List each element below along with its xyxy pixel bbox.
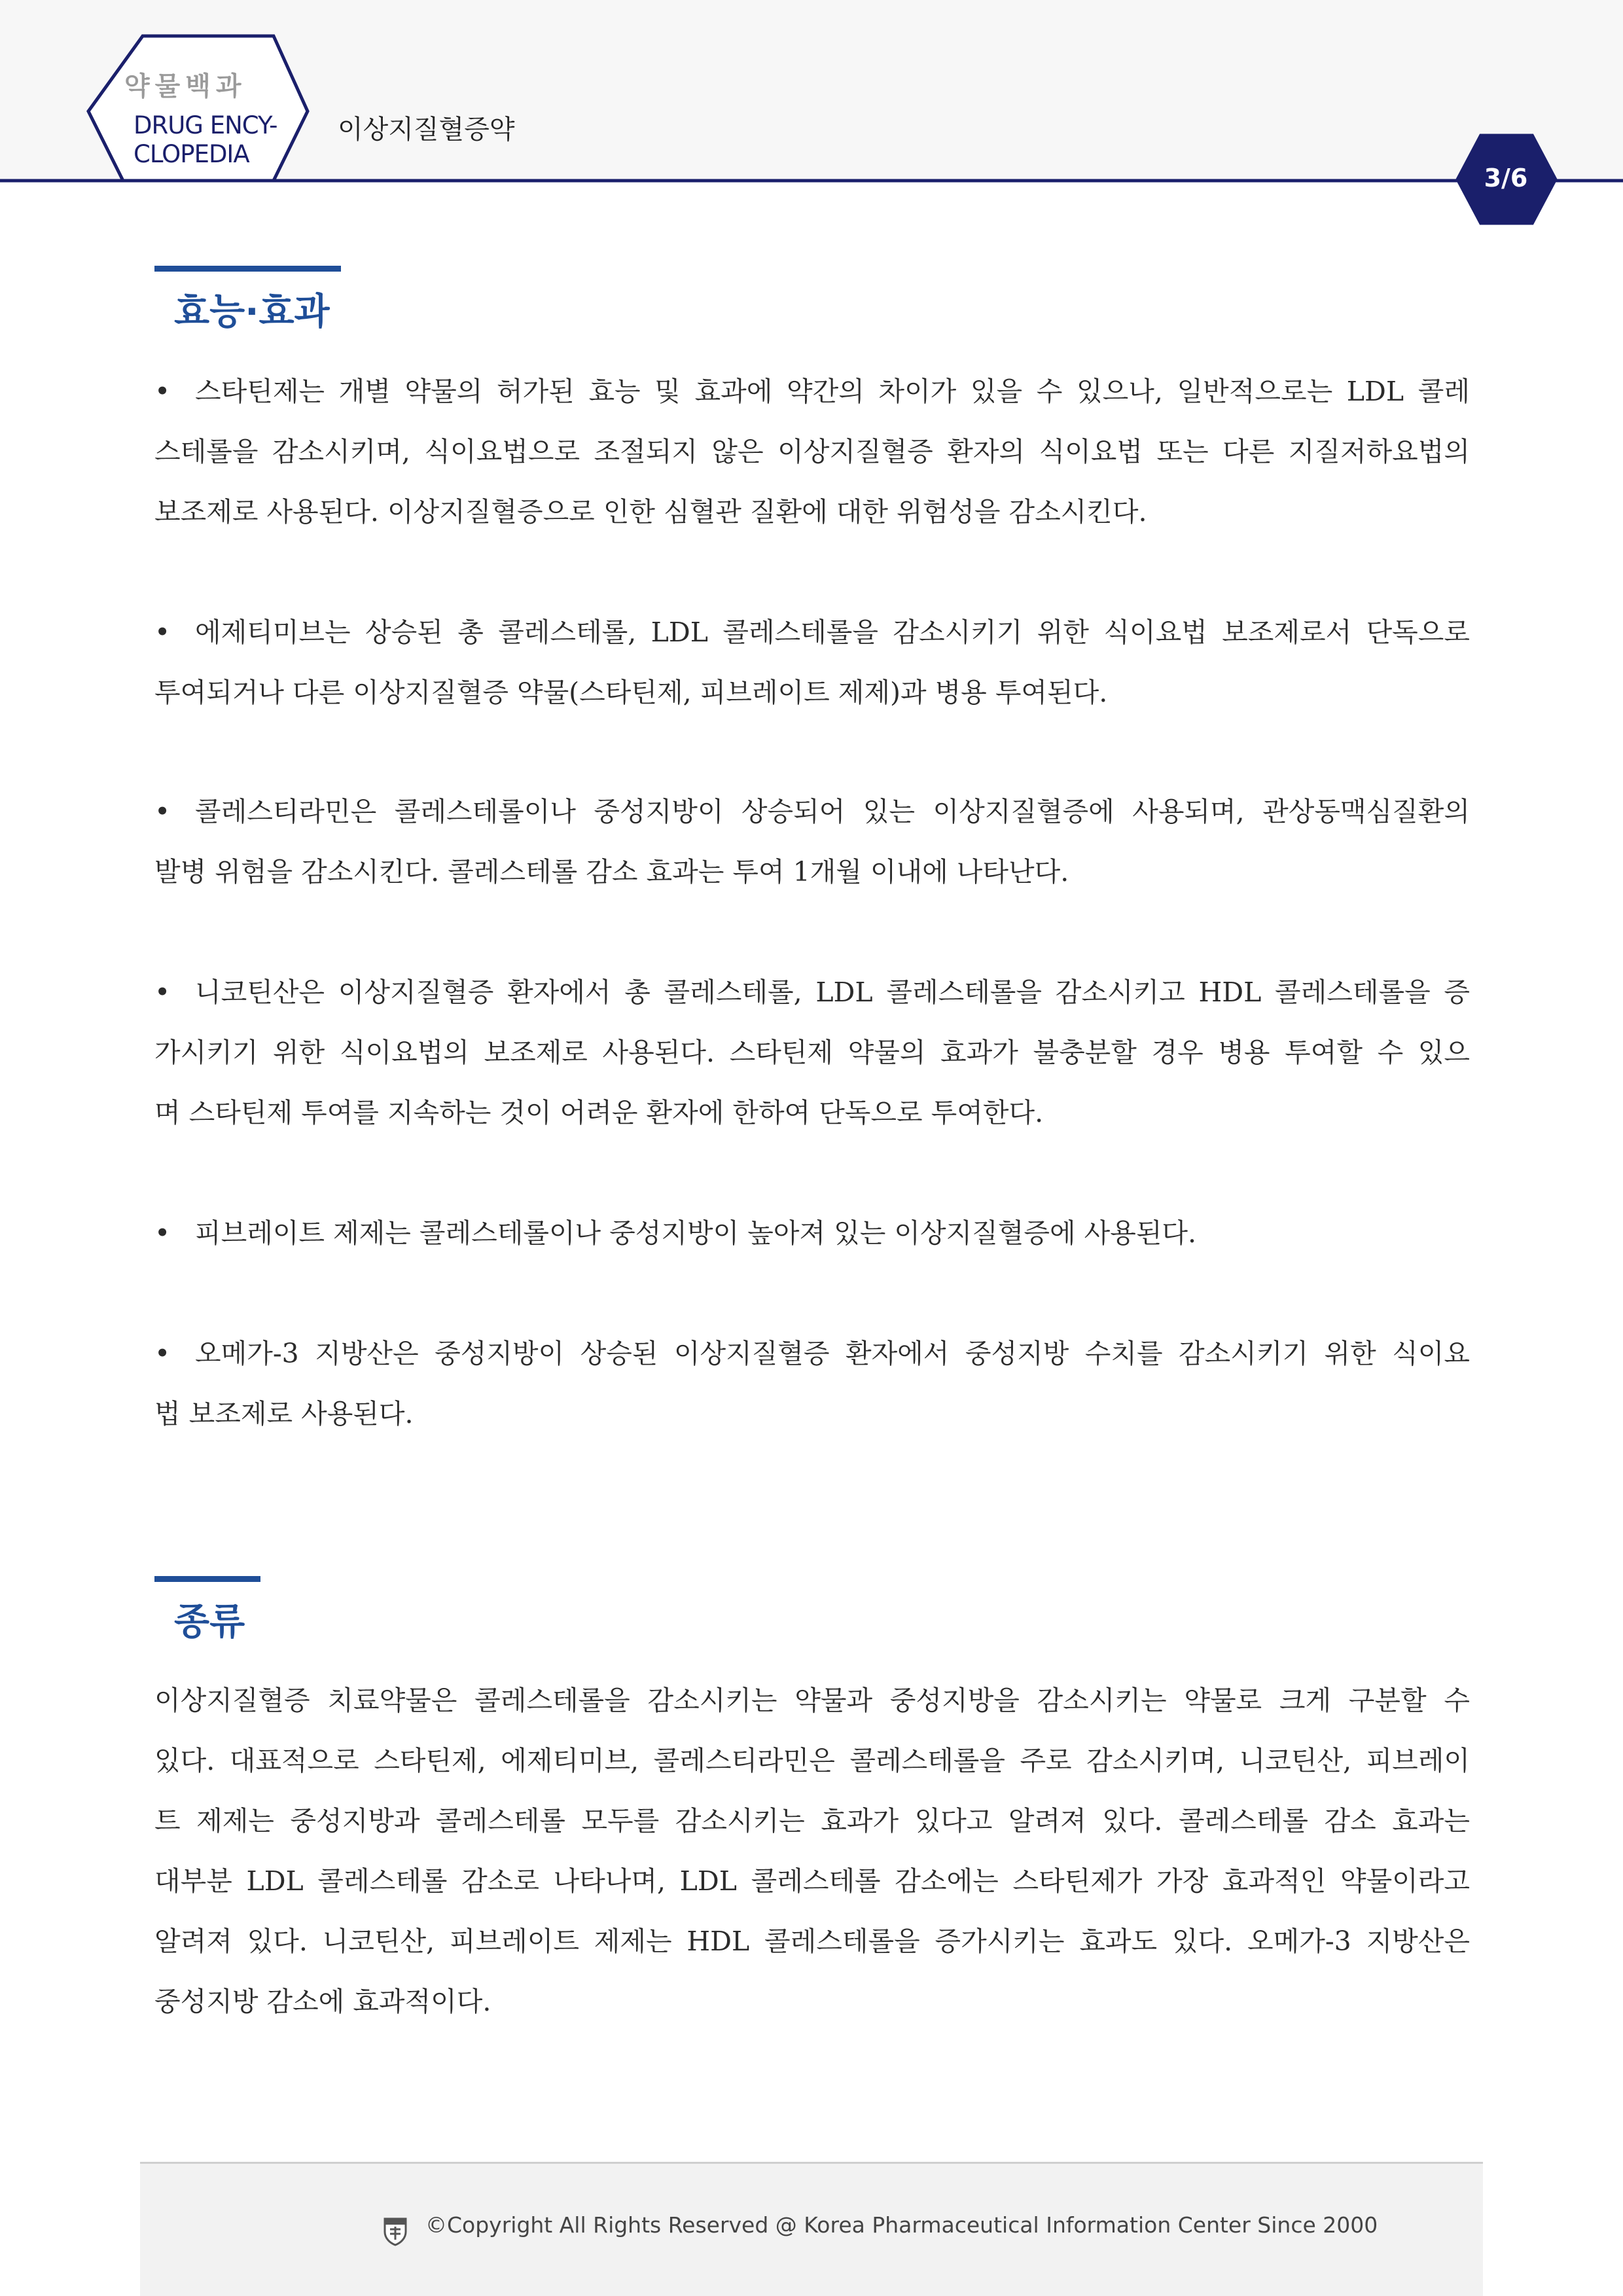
text-line: 알려져 있다. 니코틴산, 피브레이트 제제는 HDL 콜레스테롤을 증가시키는 효과도 있다. 오메가-3 지방산은 [154,1926,1470,1957]
bullet-dot: • [154,376,171,407]
text-line: 며 스타틴제 투여를 지속하는 것이 어려운 환자에 한하여 단독으로 투여한다. [154,1097,1044,1128]
section-heading-bar [154,1576,260,1582]
shield-crest-icon [382,2216,408,2246]
text-line: 스테롤을 감소시키며, 식이요법으로 조절되지 않은 이상지질혈증 환자의 식이요법 또는 다른 지질저하요법의 [154,436,1470,467]
text-line: 중성지방 감소에 효과적이다. [154,1986,491,2017]
logo-english-line1: DRUG ENCY- [134,111,277,139]
section-heading-types: 종류 [174,1601,245,1643]
text-line: • 피브레이트 제제는 콜레스테롤이나 중성지방이 높아져 있는 이상지질혈증에 사용된다. [154,1203,1470,1263]
text-line: • 콜레스티라민은 콜레스테롤이나 중성지방이 상승되어 있는 이상지질혈증에 사용되며, 관상동맥심질환의 [154,781,1470,842]
bullet-dot: • [154,1338,171,1369]
text-line: 이상지질혈증 치료약물은 콜레스테롤을 감소시키는 약물과 중성지방을 감소시키는 약물로 크게 구분할 수 [154,1685,1470,1716]
bullet-fibrate [154,1203,1470,1263]
text-line: 투여되거나 다른 이상지질혈증 약물(스타틴제, 피브레이트 제제)과 병용 투여된다. [154,677,1108,708]
text-line: 트 제제는 중성지방과 콜레스테롤 모두를 감소시키는 효과가 있다고 알려져 있다. 콜레스테롤 감소 효과는 [154,1805,1470,1837]
text-line: 법 보조제로 사용된다. [154,1398,414,1429]
text-line: 대부분 LDL 콜레스테롤 감소로 나타나며, LDL 콜레스테롤 감소에는 스타틴제가 가장 효과적인 약물이라고 [154,1865,1470,1897]
bullet-statin [154,361,1470,542]
bullet-dot: • [154,1217,171,1249]
text-line: • 니코틴산은 이상지질혈증 환자에서 총 콜레스테롤, LDL 콜레스테롤을 감소시키고 HDL 콜레스테롤을 증 [154,962,1470,1022]
logo-korean-text: 약물백과 [124,71,247,101]
types-paragraph [154,1670,1470,2032]
text-line: • 에제티미브는 상승된 총 콜레스테롤, LDL 콜레스테롤을 감소시키기 위한 식이요법 보조제로서 단독으로 [154,602,1470,662]
text-line: 보조제로 사용된다. 이상지질혈증으로 인한 심혈관 질환에 대한 위험성을 감소시킨다. [154,496,1147,528]
logo-english-line2: CLOPEDIA [134,140,249,168]
page-number: 3/6 [1484,164,1528,192]
bullet-dot: • [154,617,171,648]
bullet-nicotinic-acid [154,962,1470,1143]
document-title: 이상지질혈증약 [338,115,515,145]
bullet-ezetimibe [154,602,1470,723]
text-line: • 오메가-3 지방산은 중성지방이 상승된 이상지질혈증 환자에서 중성지방 수치를 감소시키기 위한 식이요 [154,1323,1470,1384]
text-line: 있다. 대표적으로 스타틴제, 에제티미브, 콜레스티라민은 콜레스테롤을 주로 감소시키며, 니코틴산, 피브레이 [154,1745,1470,1776]
section-heading-bar [154,266,341,272]
bullet-dot: • [154,796,171,827]
section-heading-efficacy: 효능·효과 [174,291,330,333]
bullet-dot: • [154,977,171,1008]
text-line: • 스타틴제는 개별 약물의 허가된 효능 및 효과에 약간의 차이가 있을 수 있으나, 일반적으로는 LDL 콜레 [154,361,1470,422]
text-line: 가시키기 위한 식이요법의 보조제로 사용된다. 스타틴제 약물의 효과가 불충분할 경우 병용 투여할 수 있으 [154,1037,1470,1068]
bullet-cholestyramine [154,781,1470,902]
copyright-text: ©Copyright All Rights Reserved @ Korea Pharmaceutical Information Center Since 2000 [425,2212,1378,2238]
bullet-omega3 [154,1323,1470,1444]
text-line: 발병 위험을 감소시킨다. 콜레스테롤 감소 효과는 투여 1개월 이내에 나타난다. [154,856,1069,888]
